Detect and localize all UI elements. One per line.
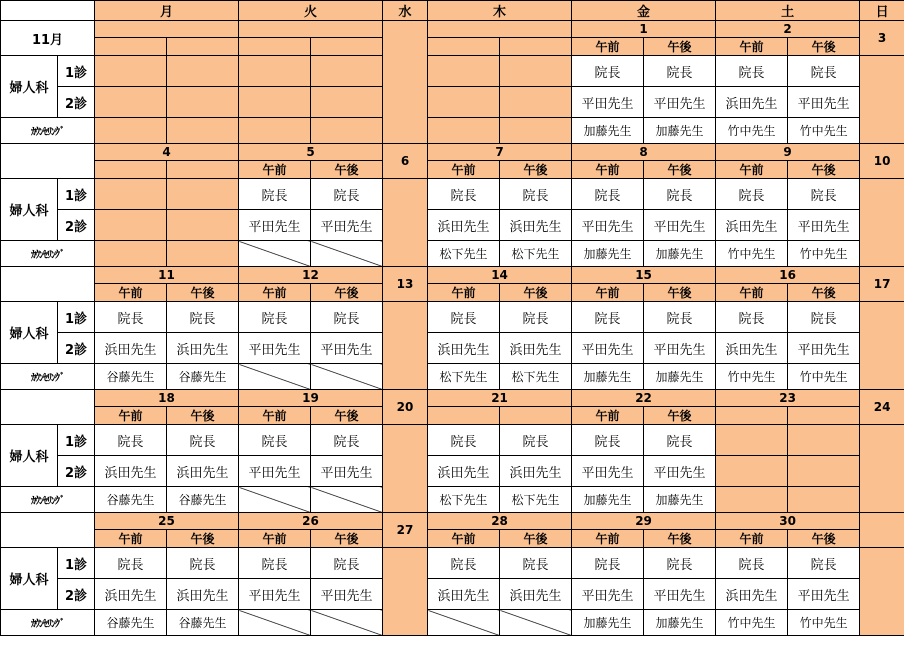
am-label: 午前 [239,161,311,179]
schedule-cell: 院長 [428,179,500,210]
schedule-cell: 院長 [788,56,860,87]
am-label: 午前 [572,38,644,56]
schedule-cell: 松下先生 [500,364,572,390]
schedule-cell: 浜田先生 [716,210,788,241]
week1-first-row [1,56,904,87]
date-24: 24 [860,390,904,425]
week2-first-row [1,179,904,210]
am-label: 午前 [572,407,644,425]
schedule-cell: 浜田先生 [428,333,500,364]
week3-first-row [1,302,904,333]
schedule-cell: 院長 [644,425,716,456]
am-label: 午前 [572,284,644,302]
schedule-cell: 谷藤先生 [167,487,239,513]
schedule-cell: 院長 [644,302,716,333]
pm-label: 午後 [644,530,716,548]
row-label-counsel: ｶｳﾝｾﾘﾝｸﾞ [1,487,95,513]
schedule-cell: 平田先生 [644,87,716,118]
date-21: 21 [428,390,572,407]
schedule-cell: 浜田先生 [167,456,239,487]
row-label-second: 2診 [58,210,95,241]
week5-first-row [1,548,904,579]
pm-label: 午後 [311,530,383,548]
schedule-cell: 谷藤先生 [167,364,239,390]
week3-second-row [1,333,904,364]
closed-slot [311,487,383,513]
pm-label: 午後 [644,38,716,56]
pm-label: 午後 [311,284,383,302]
pm-label: 午後 [788,284,860,302]
closed-slot [311,241,383,267]
schedule-cell: 加藤先生 [644,364,716,390]
row-label-counsel: ｶｳﾝｾﾘﾝｸﾞ [1,610,95,636]
corner-cell [1,1,95,21]
schedule-cell: 平田先生 [572,87,644,118]
date-14: 14 [428,267,572,284]
week5-second-row [1,579,904,610]
schedule-cell: 院長 [428,425,500,456]
am-label: 午前 [716,38,788,56]
am-label: 午前 [95,407,167,425]
schedule-cell: 院長 [500,179,572,210]
date-22: 22 [572,390,716,407]
weekday-sun: 日 [860,1,904,21]
week4-ampm-row [1,407,904,425]
row-label-counsel: ｶｳﾝｾﾘﾝｸﾞ [1,118,95,144]
date-28: 28 [428,513,572,530]
pm-label: 午後 [644,284,716,302]
weekday-mon: 月 [95,1,239,21]
pm-label: 午後 [788,161,860,179]
pm-label: 午後 [788,38,860,56]
schedule-cell: 院長 [428,548,500,579]
schedule-cell: 浜田先生 [500,333,572,364]
schedule-cell: 加藤先生 [644,118,716,144]
schedule-cell: 浜田先生 [95,333,167,364]
row-label-first: 1診 [58,425,95,456]
pm-label: 午後 [500,161,572,179]
week4-second-row [1,456,904,487]
schedule-cell: 院長 [95,548,167,579]
date-19: 19 [239,390,383,407]
row-label-counsel: ｶｳﾝｾﾘﾝｸﾞ [1,364,95,390]
am-label: 午前 [428,530,500,548]
am-label: 午前 [572,530,644,548]
schedule-cell: 浜田先生 [428,456,500,487]
week1-ampm-row [1,38,904,56]
date-17: 17 [860,267,904,302]
schedule-cell: 院長 [239,548,311,579]
am-label: 午前 [239,284,311,302]
row-label-first: 1診 [58,548,95,579]
week2-second-row [1,210,904,241]
closed-slot [428,610,500,636]
am-label: 午前 [95,530,167,548]
date-2: 2 [716,21,860,38]
schedule-cell: 浜田先生 [95,456,167,487]
row-label-second: 2診 [58,333,95,364]
schedule-cell: 院長 [644,179,716,210]
row-label-first: 1診 [58,56,95,87]
weekday-header-row [1,1,904,21]
schedule-cell: 加藤先生 [572,364,644,390]
row-label-counsel: ｶｳﾝｾﾘﾝｸﾞ [1,241,95,267]
schedule-cell: 竹中先生 [716,610,788,636]
schedule-cell: 浜田先生 [95,579,167,610]
dept-label: 婦人科 [1,425,58,487]
am-label: 午前 [572,161,644,179]
date-11: 11 [95,267,239,284]
am-label: 午前 [428,161,500,179]
schedule-cell: 竹中先生 [788,364,860,390]
schedule-cell: 院長 [95,302,167,333]
am-label: 午前 [428,284,500,302]
date-3: 3 [860,21,904,56]
schedule-cell: 平田先生 [311,456,383,487]
schedule-cell: 平田先生 [311,210,383,241]
week4-counsel-row [1,487,904,513]
schedule-cell: 浜田先生 [167,579,239,610]
week4-date-row [1,390,904,407]
date-25: 25 [95,513,239,530]
date-30: 30 [716,513,860,530]
row-label-first: 1診 [58,302,95,333]
schedule-cell: 平田先生 [788,87,860,118]
date-5: 5 [239,144,383,161]
schedule-cell: 加藤先生 [572,610,644,636]
schedule-cell: 院長 [572,302,644,333]
closed-slot [239,610,311,636]
week3-counsel-row [1,364,904,390]
schedule-cell: 院長 [572,179,644,210]
closed-slot [239,241,311,267]
pm-label: 午後 [167,407,239,425]
schedule-cell: 平田先生 [788,333,860,364]
schedule-cell: 竹中先生 [716,364,788,390]
month-label: 11月 [1,21,95,56]
weekday-wed: 水 [383,1,428,21]
week1-counsel-row [1,118,904,144]
am-label: 午前 [95,284,167,302]
schedule-cell: 谷藤先生 [167,610,239,636]
week2-ampm-row [1,161,904,179]
schedule-cell: 加藤先生 [572,118,644,144]
row-label-second: 2診 [58,579,95,610]
schedule-cell: 松下先生 [428,487,500,513]
closed-slot [239,487,311,513]
pm-label: 午後 [167,530,239,548]
schedule-cell: 平田先生 [644,456,716,487]
pm-label: 午後 [500,530,572,548]
pm-label: 午後 [644,161,716,179]
schedule-cell: 平田先生 [572,333,644,364]
dept-label: 婦人科 [1,548,58,610]
schedule-cell: 平田先生 [572,579,644,610]
week2-date-row [1,144,904,161]
schedule-cell: 院長 [716,56,788,87]
schedule-cell: 加藤先生 [644,487,716,513]
schedule-cell: 院長 [95,425,167,456]
schedule-cell: 平田先生 [239,579,311,610]
schedule-cell: 院長 [167,425,239,456]
week3-date-row [1,267,904,284]
week5-date-row [1,513,904,530]
schedule-cell: 平田先生 [311,579,383,610]
schedule-cell: 浜田先生 [716,87,788,118]
schedule-cell: 院長 [167,548,239,579]
closed-slot [311,364,383,390]
schedule-cell: 院長 [239,425,311,456]
schedule-cell: 平田先生 [572,210,644,241]
weekday-fri: 金 [572,1,716,21]
schedule-cell: 院長 [500,302,572,333]
pm-label: 午後 [311,407,383,425]
schedule-cell: 浜田先生 [500,456,572,487]
schedule-cell: 院長 [167,302,239,333]
date-16: 16 [716,267,860,284]
date-12: 12 [239,267,383,284]
weekday-sat: 土 [716,1,860,21]
schedule-cell: 竹中先生 [788,241,860,267]
row-label-second: 2診 [58,87,95,118]
schedule-cell: 院長 [572,425,644,456]
date-29: 29 [572,513,716,530]
am-label: 午前 [239,530,311,548]
closed-slot [239,364,311,390]
schedule-cell: 浜田先生 [500,579,572,610]
weekday-tue: 火 [239,1,383,21]
row-label-first: 1診 [58,179,95,210]
week1-second-row [1,87,904,118]
schedule-cell: 平田先生 [788,210,860,241]
week1-date-row [1,21,904,38]
week2-counsel-row [1,241,904,267]
schedule-cell: 浜田先生 [500,210,572,241]
schedule-cell: 竹中先生 [788,610,860,636]
schedule-cell: 院長 [788,179,860,210]
schedule-cell: 谷藤先生 [95,364,167,390]
schedule-cell: 松下先生 [428,364,500,390]
dept-label: 婦人科 [1,56,58,118]
date-8: 8 [572,144,716,161]
week4-first-row [1,425,904,456]
schedule-cell: 竹中先生 [716,118,788,144]
schedule-cell: 院長 [500,425,572,456]
schedule-cell: 平田先生 [644,579,716,610]
schedule-cell: 浜田先生 [716,333,788,364]
week3-ampm-row [1,284,904,302]
am-label: 午前 [716,284,788,302]
schedule-cell: 谷藤先生 [95,610,167,636]
am-label: 午前 [716,530,788,548]
pm-label: 午後 [788,530,860,548]
pm-label: 午後 [311,161,383,179]
date-1: 1 [572,21,716,38]
week5-ampm-row [1,530,904,548]
date-10: 10 [860,144,904,179]
closed-slot [311,610,383,636]
schedule-cell: 浜田先生 [428,579,500,610]
schedule-cell: 加藤先生 [572,487,644,513]
schedule-cell: 院長 [311,548,383,579]
schedule-cell: 平田先生 [788,579,860,610]
dept-label: 婦人科 [1,302,58,364]
schedule-cell: 竹中先生 [716,241,788,267]
date-23: 23 [716,390,860,407]
date-9: 9 [716,144,860,161]
schedule-cell: 院長 [644,56,716,87]
am-label: 午前 [716,161,788,179]
date-26: 26 [239,513,383,530]
schedule-cell: 平田先生 [644,210,716,241]
schedule-cell: 院長 [788,302,860,333]
date-7: 7 [428,144,572,161]
schedule-cell: 平田先生 [644,333,716,364]
schedule-cell: 浜田先生 [428,210,500,241]
dept-label: 婦人科 [1,179,58,241]
closed-slot [500,610,572,636]
schedule-cell: 平田先生 [239,333,311,364]
date-6: 6 [383,144,428,179]
schedule-cell: 浜田先生 [716,579,788,610]
schedule-cell: 加藤先生 [572,241,644,267]
date-15: 15 [572,267,716,284]
schedule-cell: 院長 [572,56,644,87]
schedule-cell: 平田先生 [239,210,311,241]
schedule-cell: 院長 [716,548,788,579]
schedule-cell: 加藤先生 [644,610,716,636]
schedule-cell: 院長 [788,548,860,579]
schedule-cell: 平田先生 [239,456,311,487]
schedule-cell: 院長 [311,179,383,210]
pm-label: 午後 [500,284,572,302]
schedule-cell: 院長 [239,179,311,210]
date-20: 20 [383,390,428,425]
schedule-cell: 松下先生 [428,241,500,267]
schedule-cell: 竹中先生 [788,118,860,144]
schedule-cell: 平田先生 [311,333,383,364]
date-18: 18 [95,390,239,407]
schedule-cell: 院長 [644,548,716,579]
schedule-cell: 院長 [428,302,500,333]
am-label: 午前 [239,407,311,425]
weekday-thu: 木 [428,1,572,21]
pm-label: 午後 [644,407,716,425]
week5-counsel-row [1,610,904,636]
schedule-cell: 松下先生 [500,241,572,267]
schedule-cell: 院長 [572,548,644,579]
schedule-cell: 平田先生 [572,456,644,487]
schedule-cell: 谷藤先生 [95,487,167,513]
schedule-cell: 院長 [500,548,572,579]
row-label-second: 2診 [58,456,95,487]
schedule-cell: 院長 [311,425,383,456]
date-27: 27 [383,513,428,548]
schedule-cell: 松下先生 [500,487,572,513]
schedule-cell: 院長 [716,302,788,333]
date-4: 4 [95,144,239,161]
schedule-cell: 院長 [239,302,311,333]
date-13: 13 [383,267,428,302]
schedule-cell: 院長 [311,302,383,333]
schedule-cell: 浜田先生 [167,333,239,364]
pm-label: 午後 [167,284,239,302]
schedule-cell: 加藤先生 [644,241,716,267]
schedule-cell: 院長 [716,179,788,210]
